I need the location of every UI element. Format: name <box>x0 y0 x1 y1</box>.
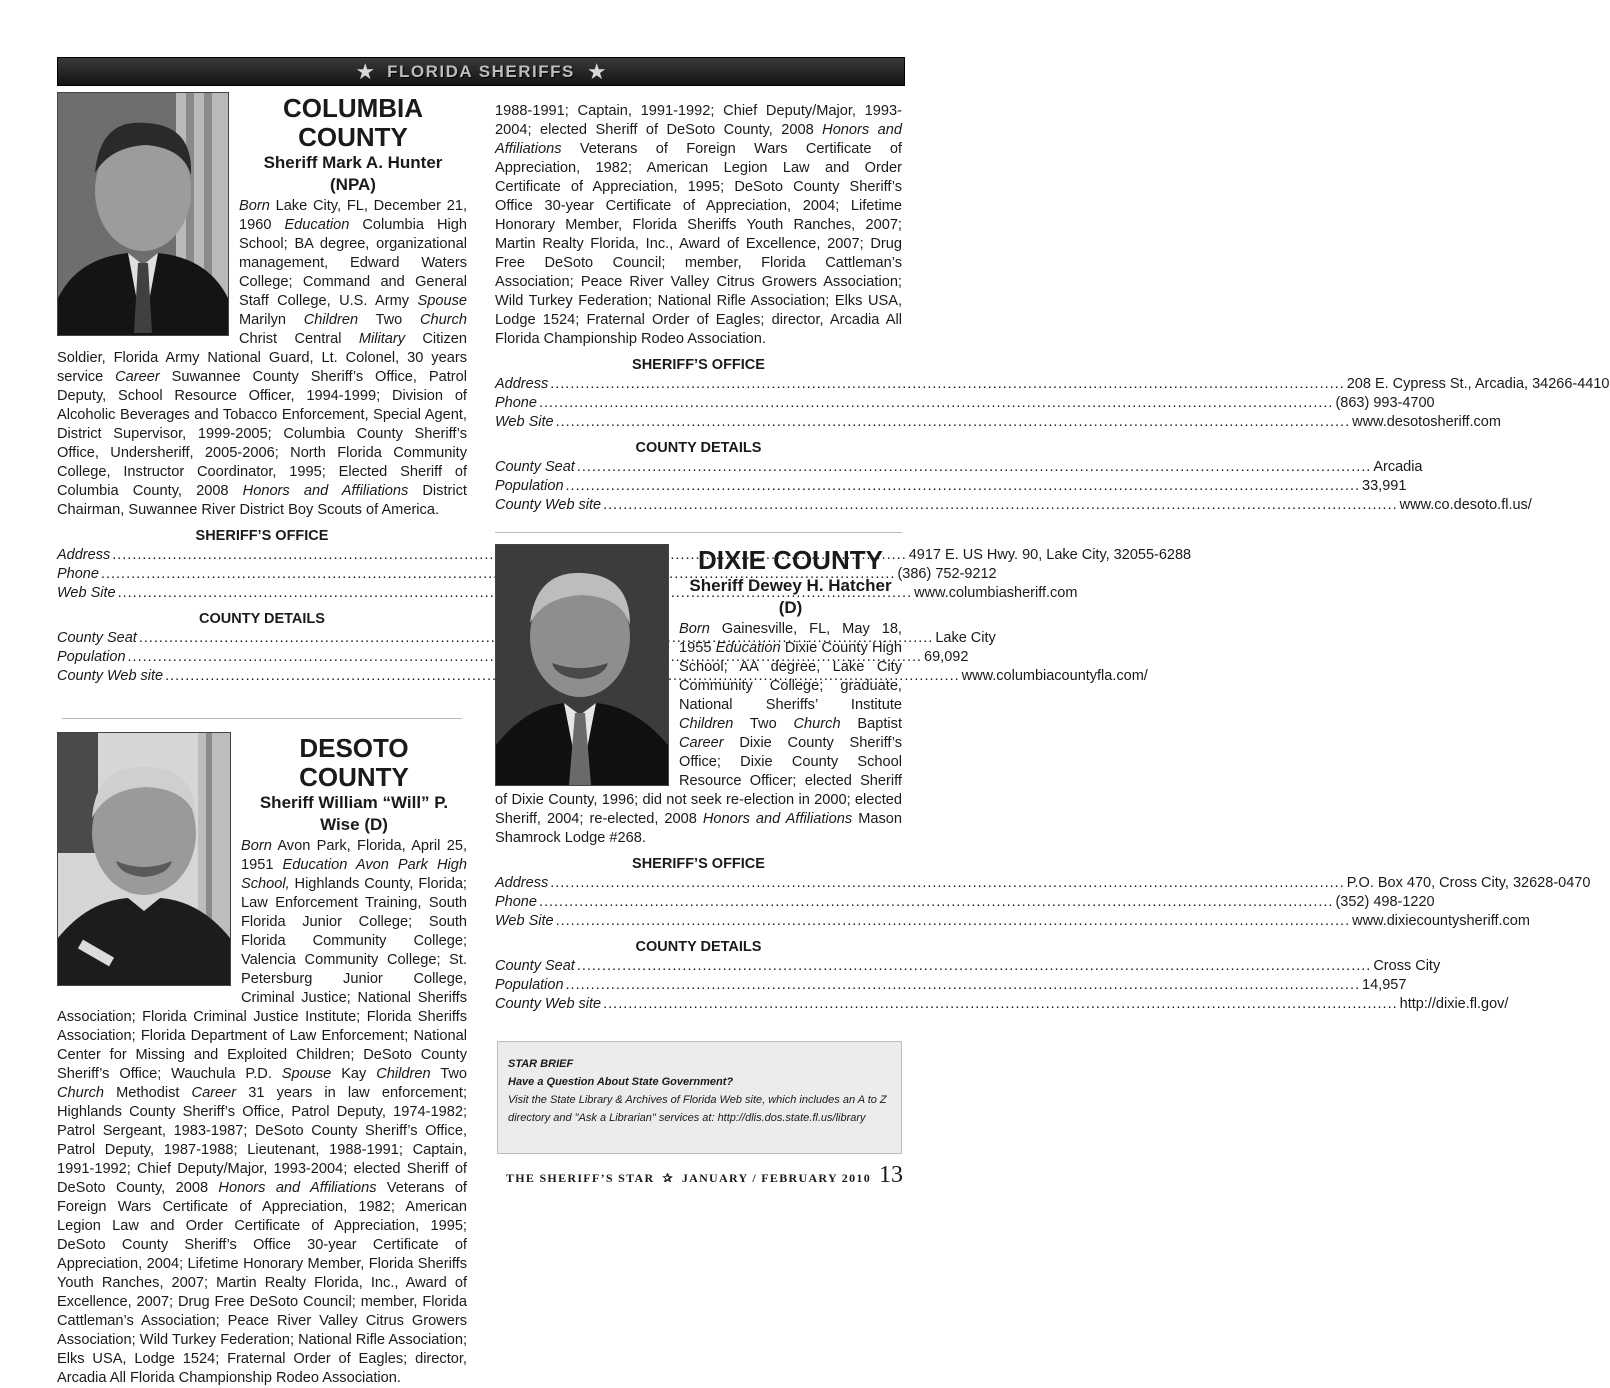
desoto-county-section <box>57 732 467 1386</box>
office-website-row: Web Site ..... www.columbiasheriff.com <box>57 584 467 603</box>
population-row: Population ..... 33,991 <box>495 477 902 496</box>
sheriff-bio: Born Gainesville, FL, May 18, 1955 Education Dixie County High School; AA degree, Lake City Community College; graduate, National Sheriffs’ Institute Children Two Church Baptist Career Dixie County Sheriff’s Office; Dixie County School Resource Officer; elected Sheriff of Dixie County, 1996; did not seek re-election in 2000; elected Sheriff, 2004; re-elected, 2008 Honors and Affiliations Mason Shamrock Lodge #268. <box>495 621 902 846</box>
county-title: DESOTO COUNTY <box>299 733 409 792</box>
county-seat-row: County Seat ..... Lake City <box>57 629 467 648</box>
county-details-heading: COUNTY DETAILS <box>635 440 762 456</box>
section-divider <box>495 532 902 533</box>
sheriff-photo-wise <box>57 732 231 986</box>
office-phone-row: Phone ..... (352) 498-1220 <box>495 893 902 912</box>
office-heading: SHERIFF’S OFFICE <box>632 357 765 373</box>
star-brief-question: Have a Question About State Government? <box>508 1076 734 1088</box>
office-heading: SHERIFF’S OFFICE <box>632 856 765 872</box>
section-banner <box>57 57 905 86</box>
population-row: Population ..... 14,957 <box>495 976 902 995</box>
star-brief-text: Visit the State Library & Archives of Florida Web site, which includes an A to Z directory and "Ask a Librarian" services at: http://dlis.dos.state.fl.us/library <box>508 1094 887 1124</box>
star-icon: ★ <box>586 58 607 84</box>
office-address-row: Address ..... P.O. Box 470, Cross City, 32628-0470 <box>495 874 902 893</box>
county-website-row: County Web site ..... www.columbiacountyfla.com/ <box>57 667 467 686</box>
office-address-row: Address ..... 4917 E. US Hwy. 90, Lake City, 32055-6288 <box>57 546 467 565</box>
county-title: DIXIE COUNTY <box>698 545 883 575</box>
section-divider <box>62 718 462 719</box>
star-brief-heading: STAR BRIEF <box>508 1058 574 1070</box>
county-title: COLUMBIA COUNTY <box>282 93 424 152</box>
sheriff-name: Sheriff Mark A. Hunter (NPA) <box>263 153 443 194</box>
office-website-row: Web Site ..... www.desotosheriff.com <box>495 413 902 432</box>
page-footer <box>506 1162 903 1189</box>
sheriff-photo-hunter <box>57 92 229 336</box>
sheriff-bio: Born Lake City, FL, December 21, 1960 Education Columbia High School; BA degree, organizational management, Edward Waters College; Command and General Staff College, U.S. Army Spouse Marilyn Children Two Church Christ Central Military Citizen Soldier, Florida Army National Guard, Lt. Colonel, 30 years service Career Suwannee County Sheriff’s Office, Patrol Deputy, School Resource Officer, 1994-1999; Division of Alcoholic Beverages and Tobacco Enforcement, Special Agent, District Supervisor, 1999-2005; Columbia County Sheriff’s Office, Undersheriff, 2005-2006; North Florida Community College, Instructor Coordinator, 1995; Elected Sheriff of Columbia County, 2008 Honors and Affiliations District Chairman, Suwannee River District Boy Scouts of America. <box>57 198 468 518</box>
county-website-row: County Web site ..... www.co.desoto.fl.us/ <box>495 496 902 515</box>
star-brief-box <box>497 1041 902 1154</box>
county-website-row: County Web site ..... http://dixie.fl.gov/ <box>495 995 902 1014</box>
county-seat-row: County Seat ..... Cross City <box>495 957 902 976</box>
sheriff-bio: Born Avon Park, Florida, April 25, 1951 Education Avon Park High School, Highlands County, Florida; Law Enforcement Training, South Florida Junior College; South Florida Community College; Valencia Community College; St. Petersburg Junior College, Criminal Justice; National Sheriffs Association; Florida Criminal Justice Institute; Florida Sheriffs Association; Florida Department of Law Enforcement; National Center for Missing and Exploited Children; DeSoto County Sheriff’s Office; Wauchula P.D. Spouse Kay Children Two Church Methodist Career 31 years in law enforcement; Highlands County Sheriff’s Office, Patrol Deputy, 1974-1982; Patrol Sergeant, 1983-1987; DeSoto County Sheriff’s Office, Patrol Deputy, 1987-1988; Lieutenant, 1988-1991; Captain, 1991-1992; Chief Deputy/Major, 1993-2004; elected Sheriff of DeSoto County, 2008 Honors and Affiliations Veterans of Foreign Wars Certificate of Appreciation, 1982; American Legion Law and Order Certificate of Appreciation, 1995; DeSoto County Sheriff’s Office 30-year Certificate of Appreciation, 2004; Lifetime Honorary Member, Florida Sheriffs Youth Ranches, 2007; Martin Realty Florida, Inc., Award of Excellence, 2007; Drug Free DeSoto Council; member, Florida Cattleman’s Association; Peace River Valley Citrus Growers Association; Wild Turkey Federation; National Rifle Association; Elks USA, Lodge 1524; Fraternal Order of Eagles; director, Arcadia All Florida Championship Rodeo Association. <box>57 838 467 1386</box>
office-website-row: Web Site ..... www.dixiecountysheriff.com <box>495 912 902 931</box>
publication-name: THE SHERIFF’S STAR <box>505 1171 655 1185</box>
star-icon: ★ <box>355 58 376 84</box>
office-phone-row: Phone ..... (863) 993-4700 <box>495 394 902 413</box>
desoto-bio-continued: 1988-1991; Captain, 1991-1992; Chief Deputy/Major, 1993-2004; elected Sheriff of DeSoto County, 2008 Honors and Affiliations Veterans of Foreign Wars Certificate of Appreciation, 1982; American Legion Law and Order Certificate of Appreciation, 1995; DeSoto County Sheriff’s Office 30-year Certificate of Appreciation, 2004; Lifetime Honorary Member, Florida Sheriffs Youth Ranches, 2007; Martin Realty Florida, Inc., Award of Excellence, 2007; Drug Free DeSoto Council; member, Florida Cattleman’s Association; Peace River Valley Citrus Growers Association; Wild Turkey Federation; National Rifle Association; Elks USA, Lodge 1524; Fraternal Order of Eagles; director, Arcadia All Florida Championship Rodeo Association. <box>495 103 902 347</box>
county-details-heading: COUNTY DETAILS <box>199 611 325 627</box>
page-number: 13 <box>879 1162 903 1188</box>
star-icon: ✰ <box>662 1171 674 1185</box>
county-details-heading: COUNTY DETAILS <box>635 939 762 955</box>
sheriff-name: Sheriff William “Will” P. Wise (D) <box>259 793 449 834</box>
office-phone-row: Phone ..... (386) 752-9212 <box>57 565 467 584</box>
sheriff-name: Sheriff Dewey H. Hatcher (D) <box>689 576 892 617</box>
banner-title: FLORIDA SHERIFFS <box>387 61 575 81</box>
desoto-county-continued <box>495 102 1610 515</box>
office-heading: SHERIFF’S OFFICE <box>195 528 329 544</box>
sheriff-photo-hatcher <box>495 544 669 786</box>
population-row: Population ..... 69,092 <box>57 648 467 667</box>
issue-date: JANUARY / FEBRUARY 2010 <box>681 1171 871 1185</box>
county-seat-row: County Seat ..... Arcadia <box>495 458 902 477</box>
office-address-row: Address ..... 208 E. Cypress St., Arcadia, 34266-4410 <box>495 375 902 394</box>
